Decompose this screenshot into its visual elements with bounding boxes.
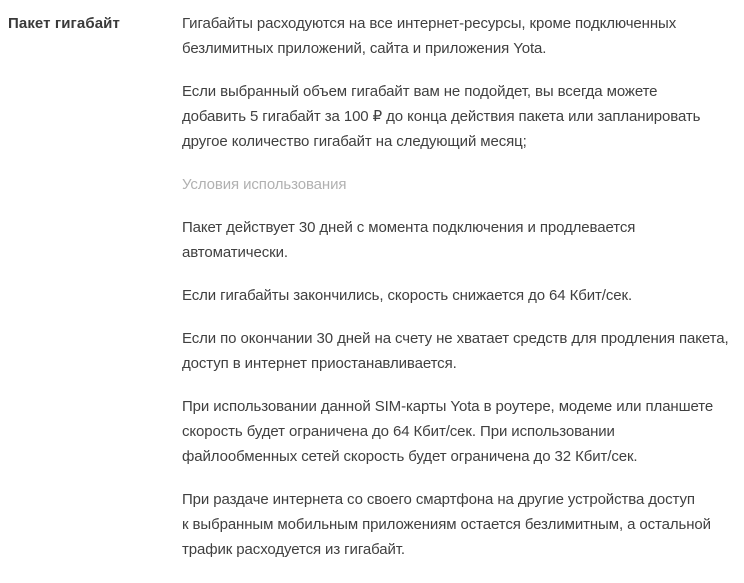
paragraph-line: скорость будет ограничена до 64 Кбит/сек. При использовании: [182, 423, 615, 440]
paragraph-line: Гигабайты расходуются на все интернет-ресурсы, кроме подключенных: [182, 15, 677, 32]
paragraph-line: При раздаче интернета со своего смартфона на другие устройства доступ: [182, 491, 695, 508]
paragraph-line: Пакет действует 30 дней с момента подключения и продлевается: [182, 219, 636, 236]
paragraph-speed-after-limit: [182, 283, 744, 308]
paragraph-package-duration: [182, 215, 744, 265]
paragraph-line: автоматически.: [182, 244, 288, 261]
paragraph-insufficient-funds: [182, 326, 744, 376]
row-description-column: [182, 11, 744, 580]
paragraph-line: При использовании данной SIM-карты Yota в роутере, модеме или планшете: [182, 398, 714, 415]
paragraph-line: другое количество гигабайт на следующий месяц;: [182, 133, 527, 150]
paragraph-line: доступ в интернет приостанавливается.: [182, 355, 457, 372]
paragraph-line: Если по окончании 30 дней на счету не хватает средств для продления пакета,: [182, 330, 729, 347]
paragraph-line: к выбранным мобильным приложениям остается безлимитным, а остальной: [182, 516, 711, 533]
paragraph-line: Если выбранный объем гигабайт вам не подойдет, вы всегда можете: [182, 83, 658, 100]
paragraph-line: Если гигабайты закончились, скорость снижается до 64 Кбит/сек.: [182, 287, 633, 304]
paragraph-line: файлообменных сетей скорость будет ограничена до 32 Кбит/сек.: [182, 448, 638, 465]
paragraph-add-gigabytes: [182, 79, 744, 154]
paragraph-line: безлимитных приложений, сайта и приложения Yota.: [182, 40, 547, 57]
paragraph-sim-in-devices: [182, 394, 744, 469]
paragraph-line: добавить 5 гигабайт за 100 ₽ до конца действия пакета или запланировать: [182, 108, 701, 125]
section-subheading-terms: [182, 172, 744, 197]
paragraph-line: Условия использования: [182, 176, 347, 193]
paragraph-usage-scope: [182, 11, 744, 61]
paragraph-tethering: [182, 487, 744, 562]
row-label-column: [0, 11, 182, 36]
paragraph-line: трафик расходуется из гигабайт.: [182, 541, 405, 558]
row-title: Пакет гигабайт: [8, 15, 120, 32]
